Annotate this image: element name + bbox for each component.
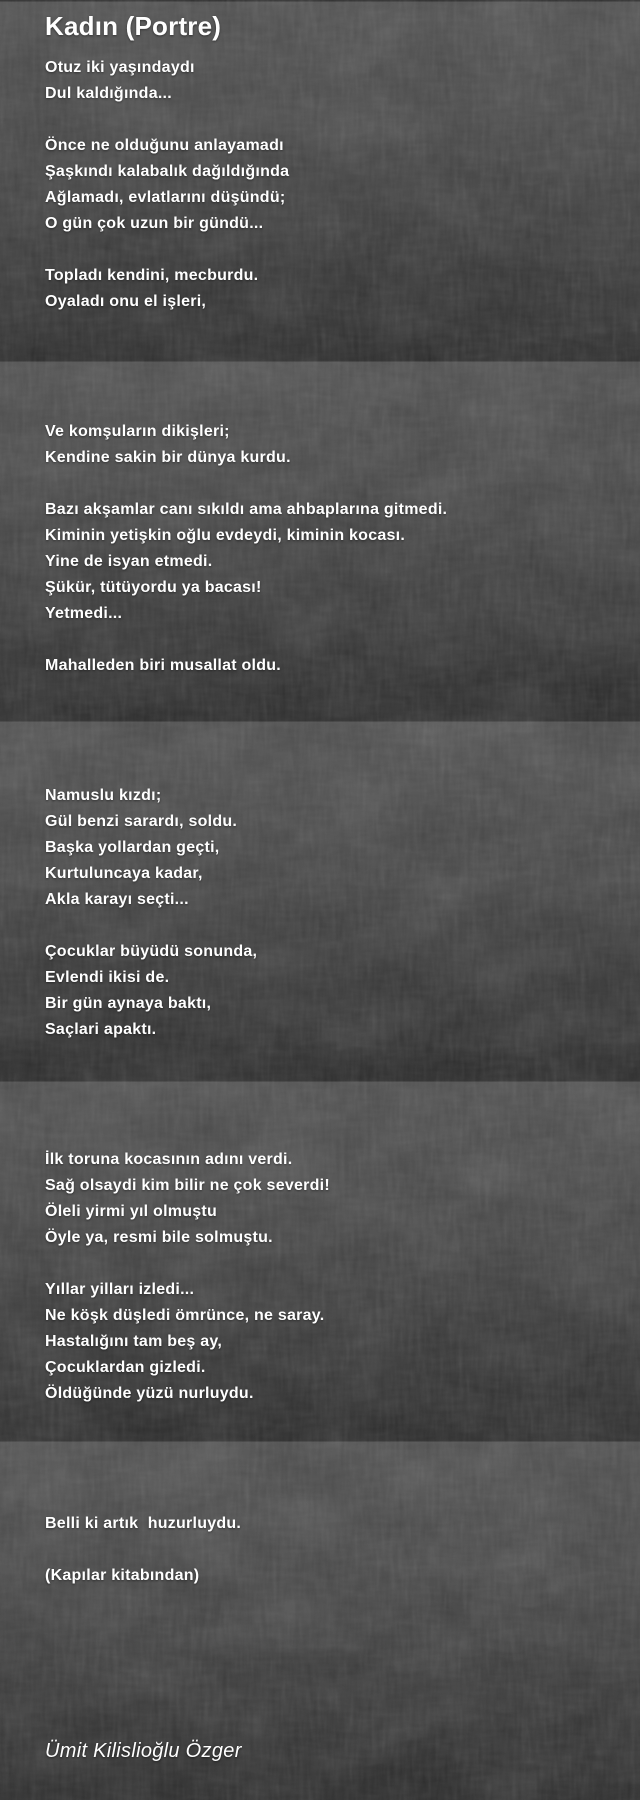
poem-line: Ne köşk düşledi ömrünce, ne saray. bbox=[45, 1307, 325, 1324]
poem-blank-line bbox=[45, 1433, 615, 1459]
poem-blank-line bbox=[45, 1251, 615, 1277]
poem-blank-line bbox=[45, 705, 615, 731]
poem-blank-line bbox=[45, 1121, 615, 1147]
poem-line: Bir gün aynaya baktı, bbox=[45, 995, 212, 1012]
poem-line: Başka yollardan geçti, bbox=[45, 839, 220, 856]
poem-line: Akla karayı seçti... bbox=[45, 891, 189, 908]
poem-line: Dul kaldığında... bbox=[45, 85, 172, 102]
poem-blank-line bbox=[45, 1485, 615, 1511]
poem-blank-line bbox=[45, 679, 615, 705]
poem-line: Hastalığını tam beş ay, bbox=[45, 1333, 223, 1350]
poem-line: Kiminin yetişkin oğlu evdeydi, kiminin kocası. bbox=[45, 527, 406, 544]
poem-body bbox=[45, 55, 615, 1589]
poem-blank-line bbox=[45, 1407, 615, 1433]
poem-blank-line bbox=[45, 1043, 615, 1069]
poem-line: Şaşkındı kalabalık dağıldığında bbox=[45, 163, 290, 180]
poem-blank-line bbox=[45, 237, 615, 263]
poem-line: Öldüğünde yüzü nurluydu. bbox=[45, 1385, 254, 1402]
poem-blank-line bbox=[45, 107, 615, 133]
poem-line: Oyaladı onu el işleri, bbox=[45, 293, 207, 310]
poem-blank-line bbox=[45, 627, 615, 653]
poem-line: O gün çok uzun bir gündü... bbox=[45, 215, 264, 232]
poem-blank-line bbox=[45, 393, 615, 419]
poem-line: İlk toruna kocasının adını verdi. bbox=[45, 1151, 293, 1168]
poem-blank-line bbox=[45, 757, 615, 783]
poem-blank-line bbox=[45, 315, 615, 341]
poem-line: Ağlamadı, evlatlarını düşündü; bbox=[45, 189, 286, 206]
poem-line: Şükür, tütüyordu ya bacası! bbox=[45, 579, 262, 596]
poem-line: Belli ki artık huzurluydu. bbox=[45, 1515, 242, 1532]
poem-line: Çocuklar büyüdü sonunda, bbox=[45, 943, 258, 960]
poem-line: Önce ne olduğunu anlayamadı bbox=[45, 137, 284, 154]
poem-blank-line bbox=[45, 913, 615, 939]
poem-blank-line bbox=[45, 1537, 615, 1563]
poem-line: Namuslu kızdı; bbox=[45, 787, 162, 804]
poem-line: Kendine sakin bir dünya kurdu. bbox=[45, 449, 291, 466]
poem-line: Yine de isyan etmedi. bbox=[45, 553, 213, 570]
poem-blank-line bbox=[45, 471, 615, 497]
poem-line: Mahalleden biri musallat oldu. bbox=[45, 657, 281, 674]
poem-line: Otuz iki yaşındaydı bbox=[45, 59, 195, 76]
poem-blank-line bbox=[45, 367, 615, 393]
poem-blank-line bbox=[45, 1095, 615, 1121]
poem-title: Kadın (Portre) bbox=[45, 11, 222, 41]
author-name: Ümit Kilislioğlu Özger bbox=[45, 1740, 242, 1762]
poem-blank-line bbox=[45, 731, 615, 757]
poem-line: Yetmedi... bbox=[45, 605, 123, 622]
poem-line: Evlendi ikisi de. bbox=[45, 969, 170, 986]
poem-blank-line bbox=[45, 341, 615, 367]
poem-line: Saçlari apaktı. bbox=[45, 1021, 157, 1038]
poem-line: Yıllar yilları izledi... bbox=[45, 1281, 195, 1298]
poem-blank-line bbox=[45, 1069, 615, 1095]
poem-line: (Kapılar kitabından) bbox=[45, 1567, 200, 1584]
poem-line: Ve komşuların dikişleri; bbox=[45, 423, 230, 440]
poem-line: Gül benzi sarardı, soldu. bbox=[45, 813, 238, 830]
poem-line: Bazı akşamlar canı sıkıldı ama ahbaplarına gitmedi. bbox=[45, 501, 448, 518]
poem-line: Topladı kendini, mecburdu. bbox=[45, 267, 259, 284]
poem-line: Sağ olsaydi kim bilir ne çok severdi! bbox=[45, 1177, 330, 1194]
poem-line: Çocuklardan gizledi. bbox=[45, 1359, 206, 1376]
poem-line: Kurtuluncaya kadar, bbox=[45, 865, 203, 882]
poem-line: Öleli yirmi yıl olmuştu bbox=[45, 1203, 218, 1220]
poem-line: Öyle ya, resmi bile solmuştu. bbox=[45, 1229, 273, 1246]
poem-blank-line bbox=[45, 1459, 615, 1485]
